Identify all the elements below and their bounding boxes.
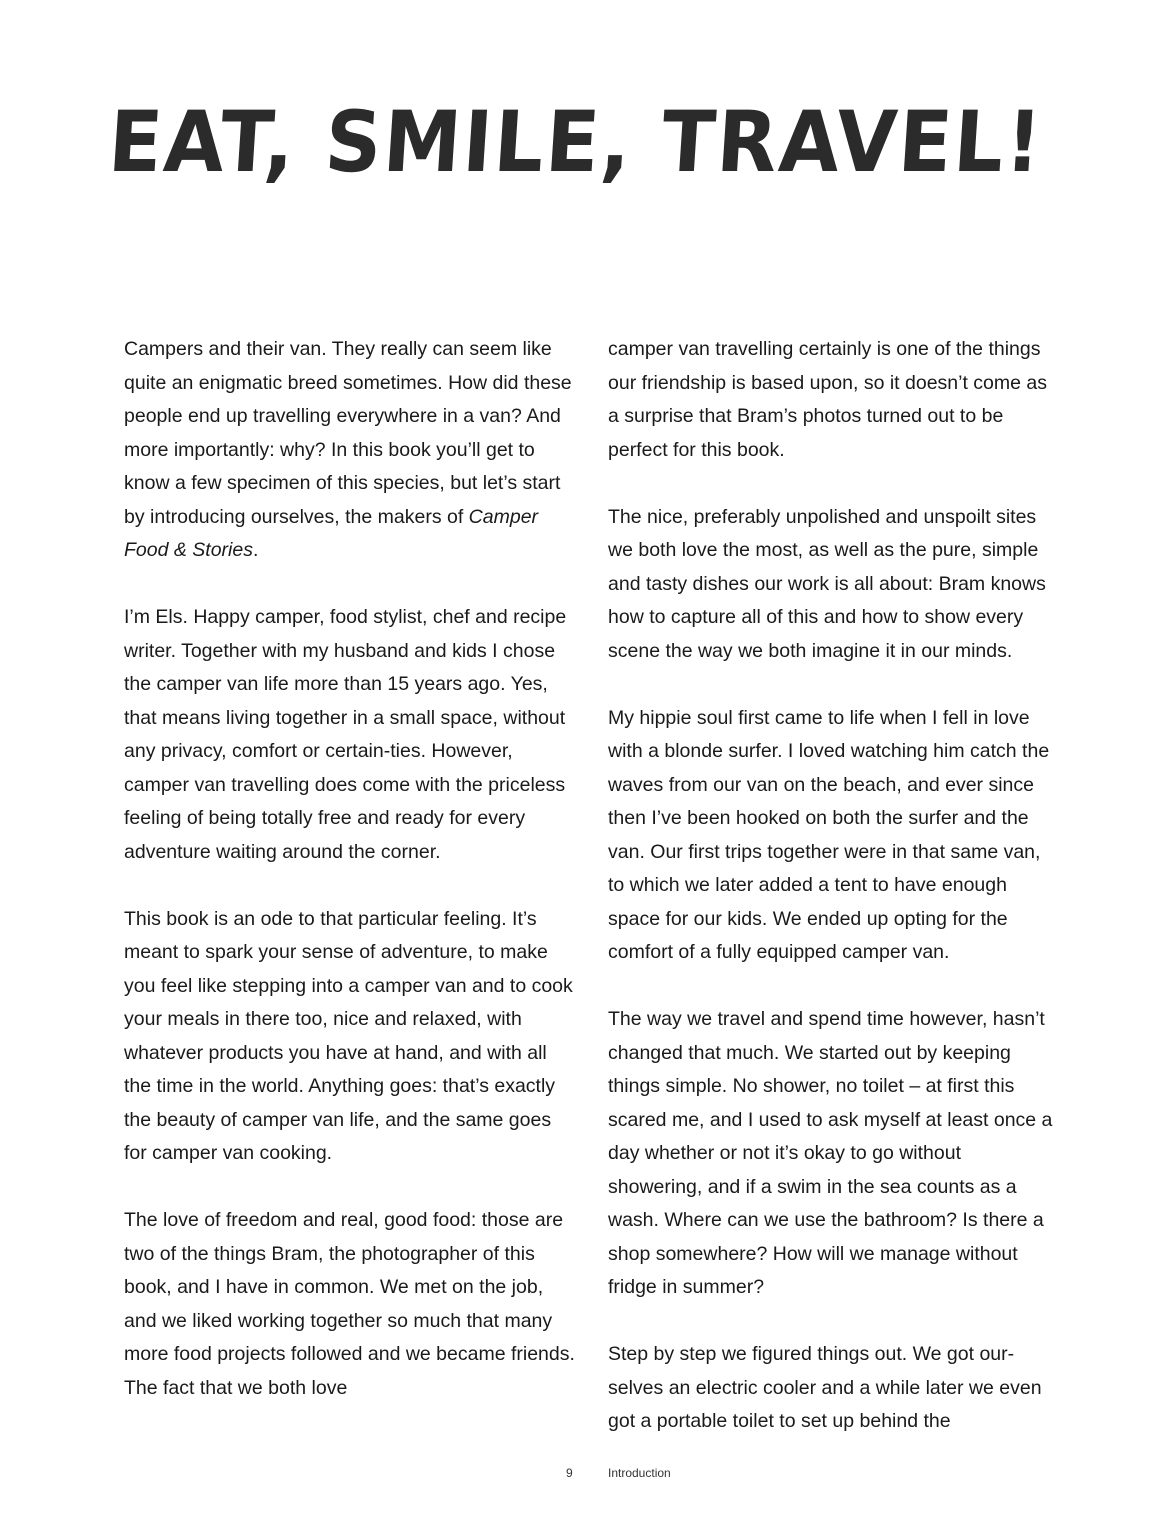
right-text-column: [608, 333, 1060, 1472]
left-text-column: [124, 333, 576, 1439]
paragraph: I’m Els. Happy camper, food stylist, chef and recipe writer. Together with my husband and kids I chose the camper van life more than 15 years ago. Yes, that means living together in a small space, without any privacy, comfort or certain-ties. However, camper van travelling does come with the priceless feeling of being totally free and ready for every adventure waiting around the corner.: [124, 606, 567, 863]
paragraph: This book is an ode to that particular feeling. It’s meant to spark your sense of adventure, to make you feel like stepping into a camper van and to cook your meals in there too, nice and relaxed, with whatever products you have at hand, and with all the time in the world. Anything goes: that’s exactly the beauty of camper van life, and the same goes for camper van cooking.: [124, 907, 573, 1164]
book-title: Camper Food & Stories: [124, 505, 539, 561]
paragraph: The love of freedom and real, good food: those are two of the things Bram, the photographer of this book, and I have in common. We met on the job, and we liked working together so much that many more food projects followed and we became friends. The fact that we both love: [124, 1209, 575, 1399]
paragraph: My hippie soul first came to life when I fell in love with a blonde surfer. I loved watching him catch the waves from our van on the beach, and ever since then I’ve been hooked on both the surfer and the van. Our first trips together were in that same van, to which we later added a tent to have enough space for our kids. We ended up opting for the comfort of a fully equipped camper van.: [608, 706, 1050, 963]
page-number: 9: [566, 1466, 573, 1480]
page-title: EAT, SMILE, TRAVEL!: [105, 94, 1047, 192]
paragraph: Step by step we figured things out. We got our-selves an electric cooler and a while later we even got a portable toilet to set up behind the: [608, 1343, 1042, 1432]
paragraph: The nice, preferably unpolished and unspoilt sites we both love the most, as well as the pure, simple and tasty dishes our work is all about: Bram knows how to capture all of this and how to show every scene the way we both imagine it in our minds.: [608, 505, 1046, 662]
paragraph: camper van travelling certainly is one of the things our friendship is based upon, so it doesn’t come as a surprise that Bram’s photos turned out to be perfect for this book.: [608, 338, 1048, 461]
section-name: Introduction: [608, 1466, 671, 1480]
paragraph: [124, 333, 576, 568]
paragraph-text: .: [252, 539, 259, 561]
paragraph-text: Campers and their van. They really can seem like quite an enigmatic breed sometimes. How did these people end up travelling everywhere in a van? And more importantly: why? In this book you’ll get to know a few specimen of this species, but let’s start by introducing ourselves, the makers of: [124, 338, 572, 528]
paragraph: The way we travel and spend time however, hasn’t changed that much. We started out by keeping things simple. No shower, no toilet – at first this scared me, and I used to ask myself at least once a day whether or not it’s okay to go without showering, and if a swim in the sea counts as a wash. Where can we use the bathroom? Is there a shop somewhere? How will we manage without fridge in summer?: [608, 1008, 1053, 1298]
